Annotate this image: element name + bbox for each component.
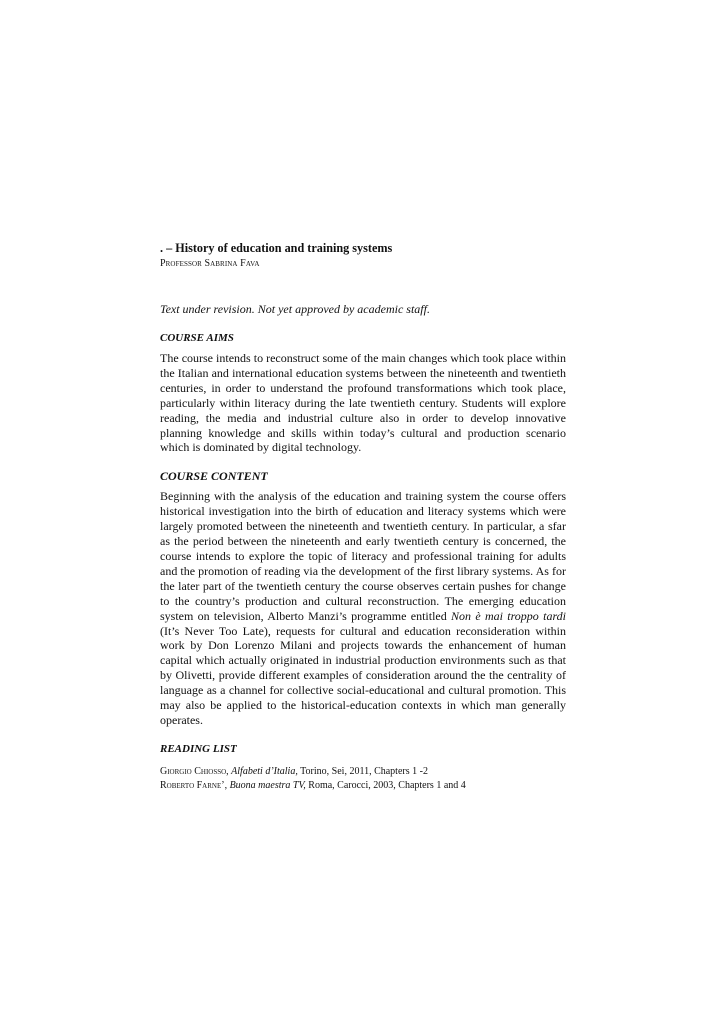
reading-list-item: Roberto Farne’, Buona maestra TV, Roma, Carocci, 2003, Chapters 1 and 4 [160,779,466,791]
reference-title: Buona maestra TV, [229,779,306,791]
course-aims-text: The course intends to reconstruct some of the main changes which took place within the Italian and international education systems between the nineteenth and twentieth centuries, in order to understand the profound transformations which took place, particularly within literacy during the late twentieth century. Students will explore reading, the media and industrial culture also in order to develop innovative planning knowledge and skills within today’s cultural and production scenario which is dominated by digital technology. [160,351,566,455]
course-content-heading: COURSE CONTENT [160,469,268,484]
reference-details: Roma, Carocci, 2003, Chapters 1 and 4 [305,779,466,791]
reading-list-item: Giorgio Chiosso, Alfabeti d’Italia, Torino, Sei, 2011, Chapters 1 -2 [160,765,428,777]
course-aims-heading: COURSE AIMS [160,332,234,344]
revision-notice: Text under revision. Not yet approved by academic staff. [160,302,430,316]
professor-name-text: Professor Sabrina Fava [160,258,260,269]
course-title: . – History of education and training systems [160,241,393,255]
reading-list [160,765,566,793]
programme-title: Non è mai troppo tardi [451,608,566,623]
reference-title: Alfabeti d’Italia, [231,765,298,777]
course-page [160,240,566,793]
course-content-text [160,489,566,728]
course-content-text-part1: Beginning with the analysis of the education and training system the course offers historical investigation into the birth of education and literacy systems which were largely promoted between the nineteenth and twentieth century. In particular, a sfar as the period between the nineteenth and early twentieth century is concerned, the course intends to explore the topic of literacy and professional training for adults and the promotion of reading via the development of the first library systems. As for the later part of the twentieth century the course observes certain pushes for change to the country’s production and cultural reconstruction. The emerging education system on television, Alberto Manzi’s programme entitled [160,489,566,623]
reference-details: Torino, Sei, 2011, Chapters 1 -2 [297,765,428,777]
reading-list-heading: READING LIST [160,742,237,755]
course-content-text-part2: (It’s Never Too Late), requests for cultural and education reconsideration within work by Don Lorenzo Milani and projects towards the enhancement of human capital which actually originated in industrial production environments such as that by Olivetti, provide different examples of consideration around the the centrality of language as a channel for collective social-educational and cultural promotion. This may also be applied to the historical-education contexts in which man generally operates. [160,623,566,727]
reference-author: Giorgio Chiosso [160,765,227,777]
reference-author: Roberto Farne’ [160,779,225,791]
professor-name [160,257,566,270]
